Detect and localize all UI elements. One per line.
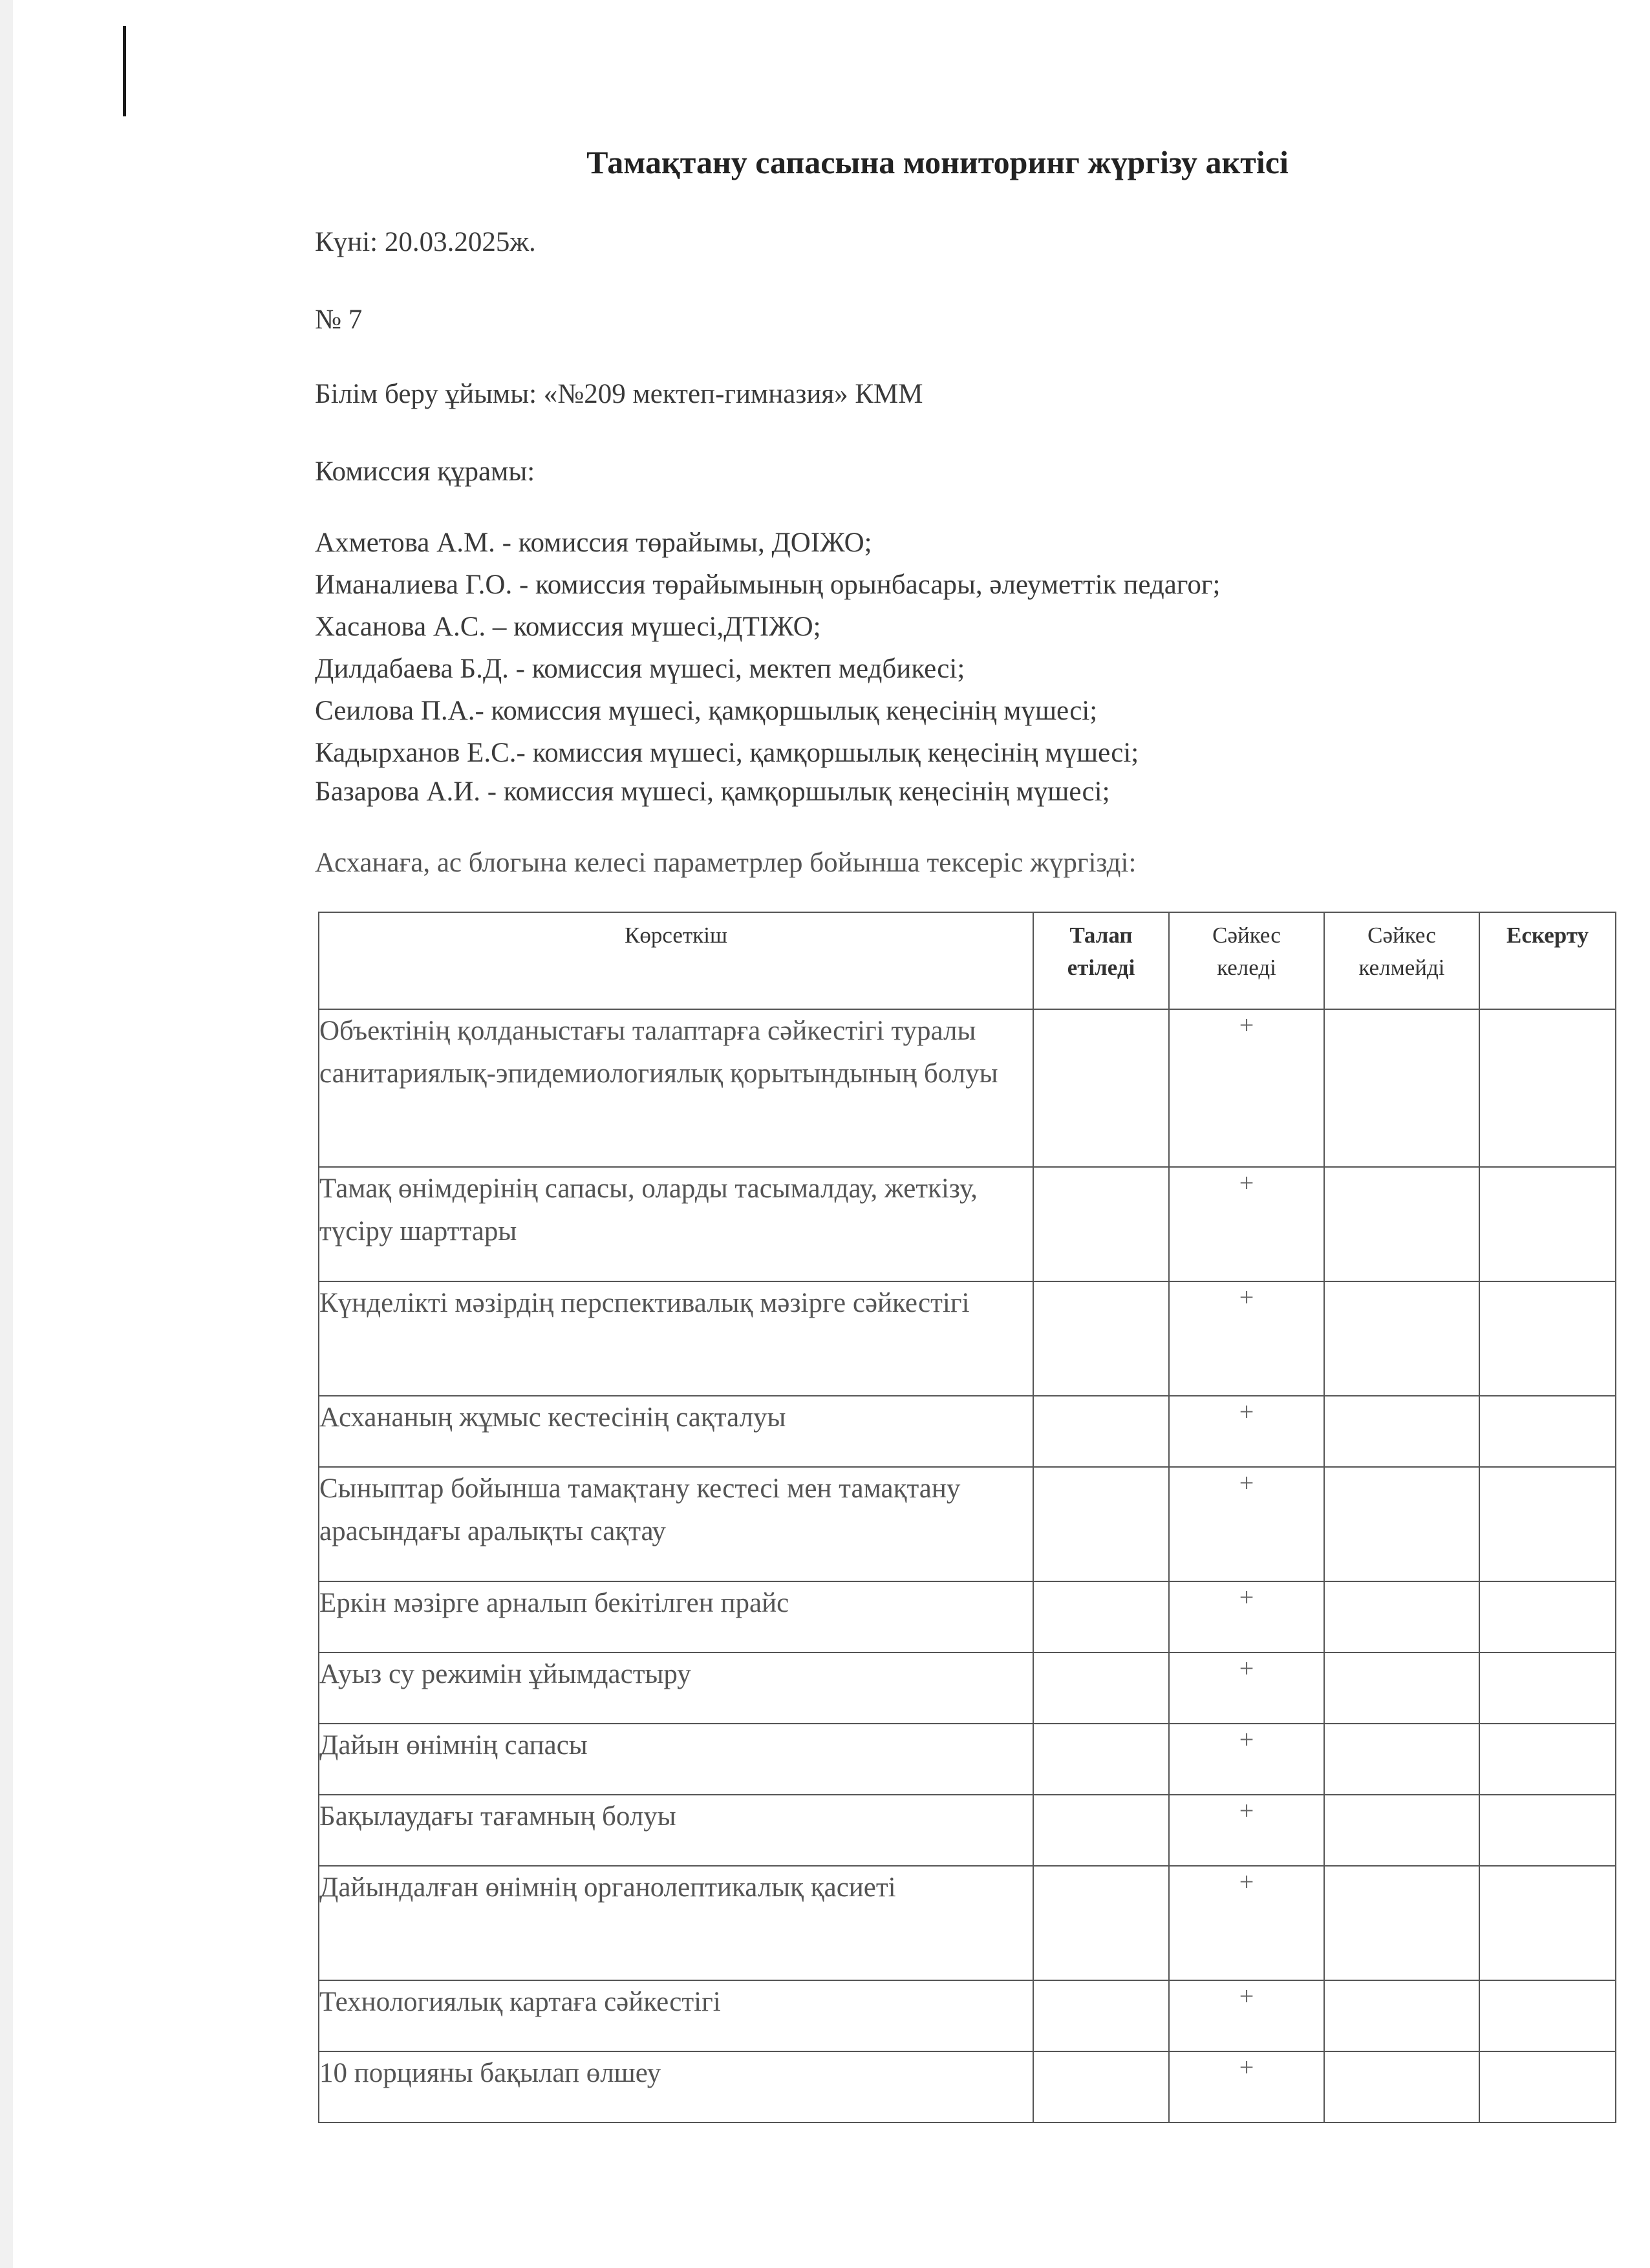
noncompliant-cell	[1324, 1467, 1479, 1581]
table-row	[319, 1724, 1616, 1795]
note-cell	[1479, 1581, 1616, 1653]
commission-member: Ахметова А.М. - комиссия төрайымы, ДОІЖО;	[315, 528, 872, 558]
table-row	[319, 1281, 1616, 1396]
compliant-cell: +	[1169, 1795, 1324, 1866]
compliant-cell: +	[1169, 1866, 1324, 1980]
table-row	[319, 1980, 1616, 2051]
note-cell	[1479, 1009, 1616, 1167]
indicator-cell: Ауыз су режимін ұйымдастыру	[319, 1653, 1033, 1724]
noncompliant-cell	[1324, 1281, 1479, 1396]
compliant-cell: +	[1169, 1980, 1324, 2051]
note-cell	[1479, 1724, 1616, 1795]
required-cell	[1033, 1467, 1169, 1581]
table-row	[319, 2051, 1616, 2123]
indicator-cell: Сыныптар бойынша тамақтану кестесі мен тамақтану арасындағы аралықты сақтау	[319, 1467, 1033, 1581]
note-cell	[1479, 1281, 1616, 1396]
compliant-cell: +	[1169, 1467, 1324, 1581]
note-cell	[1479, 1980, 1616, 2051]
header-indicator: Көрсеткіш	[319, 912, 1033, 1009]
indicator-cell: Күнделікті мәзірдің перспективалық мәзірге сәйкестігі	[319, 1281, 1033, 1396]
noncompliant-cell	[1324, 1167, 1479, 1281]
act-number: № 7	[315, 305, 363, 335]
scan-margin-mark	[123, 26, 126, 116]
noncompliant-cell	[1324, 1653, 1479, 1724]
compliant-cell: +	[1169, 1724, 1324, 1795]
compliant-cell: +	[1169, 1009, 1324, 1167]
commission-member: Базарова А.И. - комиссия мүшесі, қамқоршылық кеңесінің мүшесі;	[315, 776, 1110, 807]
indicator-cell: Асхананың жұмыс кестесінің сақталуы	[319, 1396, 1033, 1467]
header-required: Талап етіледі	[1033, 912, 1169, 1009]
header-noncompliant: Сәйкес келмейді	[1324, 912, 1479, 1009]
required-cell	[1033, 1396, 1169, 1467]
noncompliant-cell	[1324, 1009, 1479, 1167]
indicator-cell: 10 порцияны бақылап өлшеу	[319, 2051, 1033, 2123]
noncompliant-cell	[1324, 1396, 1479, 1467]
compliant-cell: +	[1169, 1396, 1324, 1467]
required-cell	[1033, 1795, 1169, 1866]
table-header-row	[319, 912, 1616, 1009]
date-line: Күні: 20.03.2025ж.	[315, 227, 536, 257]
note-cell	[1479, 1396, 1616, 1467]
table-row	[319, 1167, 1616, 1281]
indicator-cell: Еркін мәзірге арналып бекітілген прайс	[319, 1581, 1033, 1653]
indicator-cell: Дайын өнімнің сапасы	[319, 1724, 1033, 1795]
inspection-intro: Асханаға, ас блогына келесі параметрлер бойынша тексеріс жүргізді:	[315, 848, 1137, 878]
indicator-cell: Тамақ өнімдерінің сапасы, оларды тасымалдау, жеткізу, түсіру шарттары	[319, 1167, 1033, 1281]
required-cell	[1033, 2051, 1169, 2123]
commission-member: Хасанова А.С. – комиссия мүшесі,ДТІЖО;	[315, 612, 821, 642]
compliant-cell: +	[1169, 1653, 1324, 1724]
note-cell	[1479, 1167, 1616, 1281]
required-cell	[1033, 1866, 1169, 1980]
commission-member: Иманалиева Г.О. - комиссия төрайымының орынбасары, әлеуметтік педагог;	[315, 570, 1221, 600]
compliant-cell: +	[1169, 2051, 1324, 2123]
required-cell	[1033, 1281, 1169, 1396]
required-cell	[1033, 1724, 1169, 1795]
indicator-cell: Бақылаудағы тағамның болуы	[319, 1795, 1033, 1866]
noncompliant-cell	[1324, 1866, 1479, 1980]
compliant-cell: +	[1169, 1281, 1324, 1396]
required-cell	[1033, 1009, 1169, 1167]
organization-line: Білім беру ұйымы: «№209 мектеп-гимназия» КММ	[315, 379, 923, 409]
required-cell	[1033, 1653, 1169, 1724]
commission-member: Дилдабаева Б.Д. - комиссия мүшесі, мектеп медбикесі;	[315, 654, 965, 684]
noncompliant-cell	[1324, 1795, 1479, 1866]
noncompliant-cell	[1324, 1980, 1479, 2051]
commission-heading: Комиссия құрамы:	[315, 456, 535, 487]
noncompliant-cell	[1324, 1724, 1479, 1795]
header-note: Ескерту	[1479, 912, 1616, 1009]
note-cell	[1479, 1866, 1616, 1980]
indicator-cell: Объектінің қолданыстағы талаптарға сәйкестігі туралы санитариялық-эпидемиологиялық қорытындының болуы	[319, 1009, 1033, 1167]
commission-member: Сеилова П.А.- комиссия мүшесі, қамқоршылық кеңесінің мүшесі;	[315, 696, 1098, 726]
header-compliant: Сәйкес келеді	[1169, 912, 1324, 1009]
document-title: Тамақтану сапасына мониторинг жүргізу актісі	[586, 144, 1289, 180]
commission-member: Кадырханов Е.С.- комиссия мүшесі, қамқоршылық кеңесінің мүшесі;	[315, 738, 1139, 768]
indicator-cell: Технологиялық картаға сәйкестігі	[319, 1980, 1033, 2051]
table-row	[319, 1467, 1616, 1581]
table-row	[319, 1009, 1616, 1167]
scan-edge-shadow	[0, 0, 13, 2268]
compliant-cell: +	[1169, 1581, 1324, 1653]
table-row	[319, 1866, 1616, 1980]
compliant-cell: +	[1169, 1167, 1324, 1281]
noncompliant-cell	[1324, 1581, 1479, 1653]
monitoring-table	[318, 912, 1616, 2123]
noncompliant-cell	[1324, 2051, 1479, 2123]
indicator-cell: Дайындалған өнімнің органолептикалық қасиеті	[319, 1866, 1033, 1980]
note-cell	[1479, 1467, 1616, 1581]
note-cell	[1479, 1795, 1616, 1866]
table-row	[319, 1653, 1616, 1724]
table-row	[319, 1795, 1616, 1866]
required-cell	[1033, 1167, 1169, 1281]
table-row	[319, 1581, 1616, 1653]
note-cell	[1479, 1653, 1616, 1724]
note-cell	[1479, 2051, 1616, 2123]
required-cell	[1033, 1980, 1169, 2051]
required-cell	[1033, 1581, 1169, 1653]
table-row	[319, 1396, 1616, 1467]
